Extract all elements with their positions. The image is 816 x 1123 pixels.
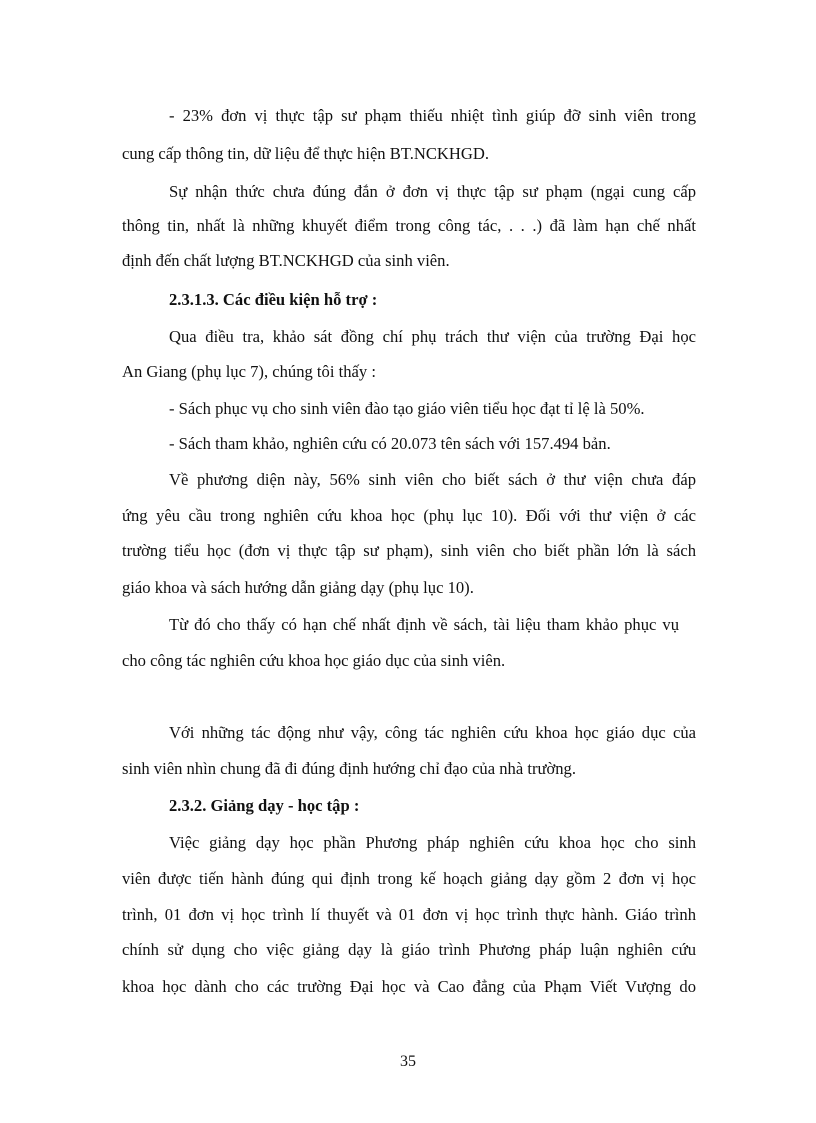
text-line: Từ đó cho thấy có hạn chế nhất định về sách, tài liệu tham khảo phục vụ (169, 615, 679, 634)
text-line: - Sách tham khảo, nghiên cứu có 20.073 tên sách với 157.494 bản. (169, 434, 611, 453)
text-line: trình, 01 đơn vị học trình lí thuyết và 01 đơn vị học trình thực hành. Giáo trình (122, 905, 696, 924)
text-line: viên được tiến hành đúng qui định trong kế hoạch giảng dạy gồm 2 đơn vị học (122, 869, 696, 888)
section-heading: 2.3.2. Giảng dạy - học tập : (169, 796, 360, 815)
text-line: chính sử dụng cho việc giảng dạy là giáo trình Phương pháp luận nghiên cứu (122, 940, 696, 959)
text-line: định đến chất lượng BT.NCKHGD của sinh viên. (122, 251, 450, 270)
text-line: ứng yêu cầu trong nghiên cứu khoa học (phụ lục 10). Đối với thư viện ở các (122, 506, 696, 525)
text-line: sinh viên nhìn chung đã đi đúng định hướng chỉ đạo của nhà trường. (122, 759, 576, 778)
text-line: trường tiểu học (đơn vị thực tập sư phạm), sinh viên cho biết phần lớn là sách (122, 541, 696, 560)
text-line: An Giang (phụ lục 7), chúng tôi thấy : (122, 362, 376, 381)
text-line: Về phương diện này, 56% sinh viên cho biết sách ở thư viện chưa đáp (169, 470, 696, 489)
text-line: khoa học dành cho các trường Đại học và Cao đẳng của Phạm Viết Vượng do (122, 977, 696, 996)
section-heading: 2.3.1.3. Các điều kiện hỗ trợ : (169, 290, 378, 309)
text-line: giáo khoa và sách hướng dẫn giảng dạy (phụ lục 10). (122, 578, 474, 597)
text-line: Việc giảng dạy học phần Phương pháp nghiên cứu khoa học cho sinh (169, 833, 696, 852)
text-line: cung cấp thông tin, dữ liệu để thực hiện BT.NCKHGD. (122, 144, 490, 163)
text-line: - Sách phục vụ cho sinh viên đào tạo giáo viên tiểu học đạt tỉ lệ là 50%. (169, 399, 645, 418)
text-line: Với những tác động như vậy, công tác nghiên cứu khoa học giáo dục của (169, 723, 696, 742)
text-line: Sự nhận thức chưa đúng đắn ở đơn vị thực tập sư phạm (ngại cung cấp (169, 182, 696, 201)
page-number: 35 (400, 1053, 416, 1070)
text-line: - 23% đơn vị thực tập sư phạm thiếu nhiệt tình giúp đỡ sinh viên trong (169, 106, 696, 125)
text-line: Qua điều tra, khảo sát đồng chí phụ trách thư viện của trường Đại học (169, 327, 696, 346)
text-line: cho công tác nghiên cứu khoa học giáo dục của sinh viên. (122, 651, 506, 670)
text-line: thông tin, nhất là những khuyết điểm trong công tác, . . .) đã làm hạn chế nhất (122, 216, 696, 235)
